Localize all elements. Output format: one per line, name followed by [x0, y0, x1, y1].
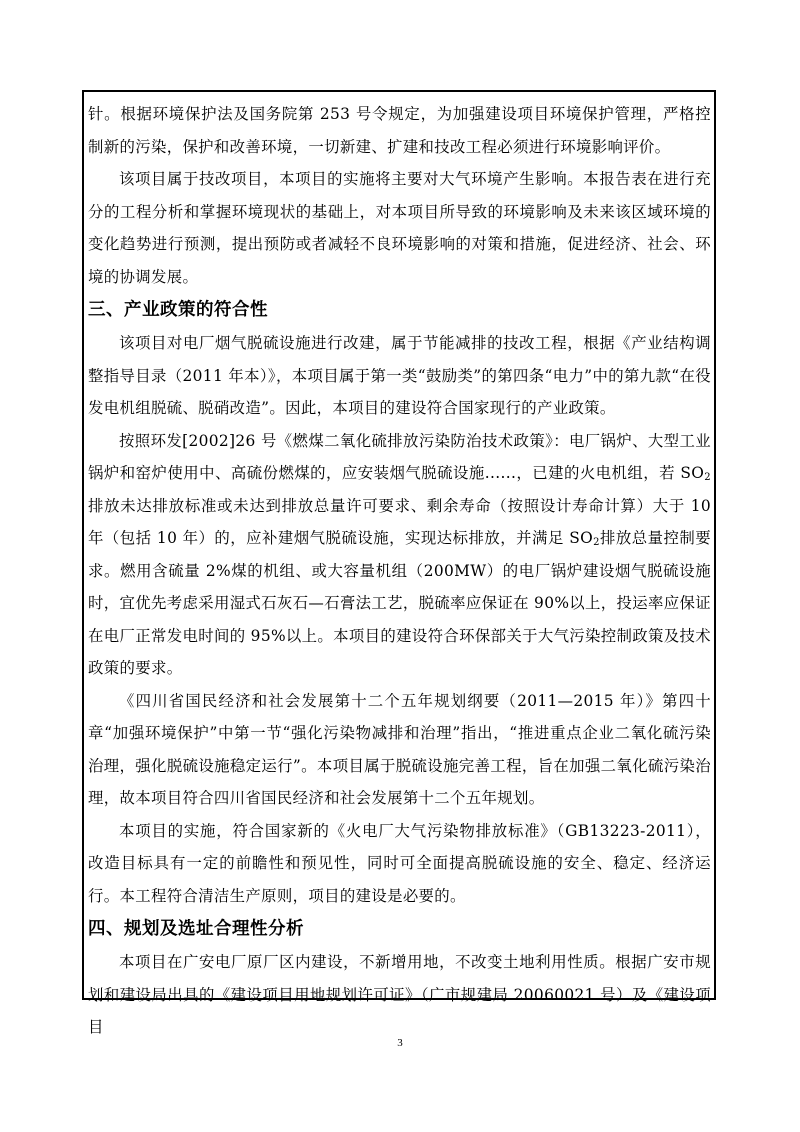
section-3-paragraph-3: 《四川省国民经济和社会发展第十二个五年规划纲要（2011—2015 年）》第四十章“加强环境保护”中第一节“强化污染物减排和治理”指出，“推进重点企业二氧化硫污染治理，强化脱硫设施稳定运行”。本项目属于脱硫设施完善工程，旨在加强二氧化硫污染治理，故本项目符合四川省国民经济和社会发展第十二个五年规划。: [88, 691, 711, 807]
paragraph-text: 按照环发[2002]26 号《燃煤二氧化硫排放污染防治技术政策》：电厂锅炉、大型工业锅炉和窑炉使用中、高硫份燃煤的，应安装烟气脱硫设施......，已建的火电机组，若 SO: [88, 431, 711, 482]
section-4-heading: 四、规划及选址合理性分析: [88, 919, 304, 939]
intro-paragraph-1: 针。根据环境保护法及国务院第 253 号令规定，为加强建设项目环境保护管理，严格控制新的污染，保护和改善环境，一切新建、扩建和技改工程必须进行环境影响评价。: [88, 105, 711, 156]
subscript: 2: [704, 472, 711, 483]
subscript: 2: [593, 537, 600, 548]
section-3-paragraph-4: 本项目的实施，符合国家新的《火电厂大气污染物排放标准》（GB13223-2011），改造目标具有一定的前瞻性和预见性，同时可全面提高脱硫设施的安全、稳定、经济运行。本工程符合清洁生产原则，项目的建设是必要的。: [88, 821, 711, 905]
section-3-paragraph-2: [88, 425, 711, 685]
content-frame: [82, 90, 716, 1036]
intro-paragraph-2: 该项目属于技改项目，本项目的实施将主要对大气环境产生影响。本报告表在进行充分的工程分析和掌握环境现状的基础上，对本项目所导致的环境影响及未来该区域环境的变化趋势进行预测，提出预防或者减轻不良环境影响的对策和措施，促进经济、社会、环境的协调发展。: [88, 170, 711, 286]
section-3-paragraph-1: 该项目对电厂烟气脱硫设施进行改建，属于节能减排的技改工程，根据《产业结构调整指导目录（2011 年本）》，本项目属于第一类“鼓励类”的第四条“电力”中的第九款“在役发电机组脱硫、脱硝改造”。因此，本项目的建设符合国家现行的产业政策。: [88, 334, 711, 417]
paragraph-text: 排放总量控制要求。燃用含硫量 2%煤的机组、或大容量机组（200MW）的电厂锅炉建设烟气脱硫设施时，宜优先考虑采用湿式石灰石—石膏法工艺，脱硫率应保证在 90%以上，投运率应保证在电厂正常发电时间的 95%以上。本项目的建设符合环保部关于大气污染控制政策及技术政策的要求。: [88, 529, 711, 677]
page-number: 3: [397, 1037, 403, 1049]
paragraph-text: 排放未达排放标准或未达到排放总量许可要求、剩余寿命（按照设计寿命计算）大于 10 年（包括 10 年）的，应补建烟气脱硫设施，实现达标排放，并满足 SO: [88, 496, 711, 547]
section-4-paragraph-1: 本项目在广安电厂原厂区内建设，不新增用地，不改变土地利用性质。根据广安市规划和建设局出具的《建设项目用地规划许可证》（广市规建局 20060021 号）及《建设项目: [88, 953, 711, 1036]
section-3-heading: 三、产业政策的符合性: [88, 300, 268, 320]
